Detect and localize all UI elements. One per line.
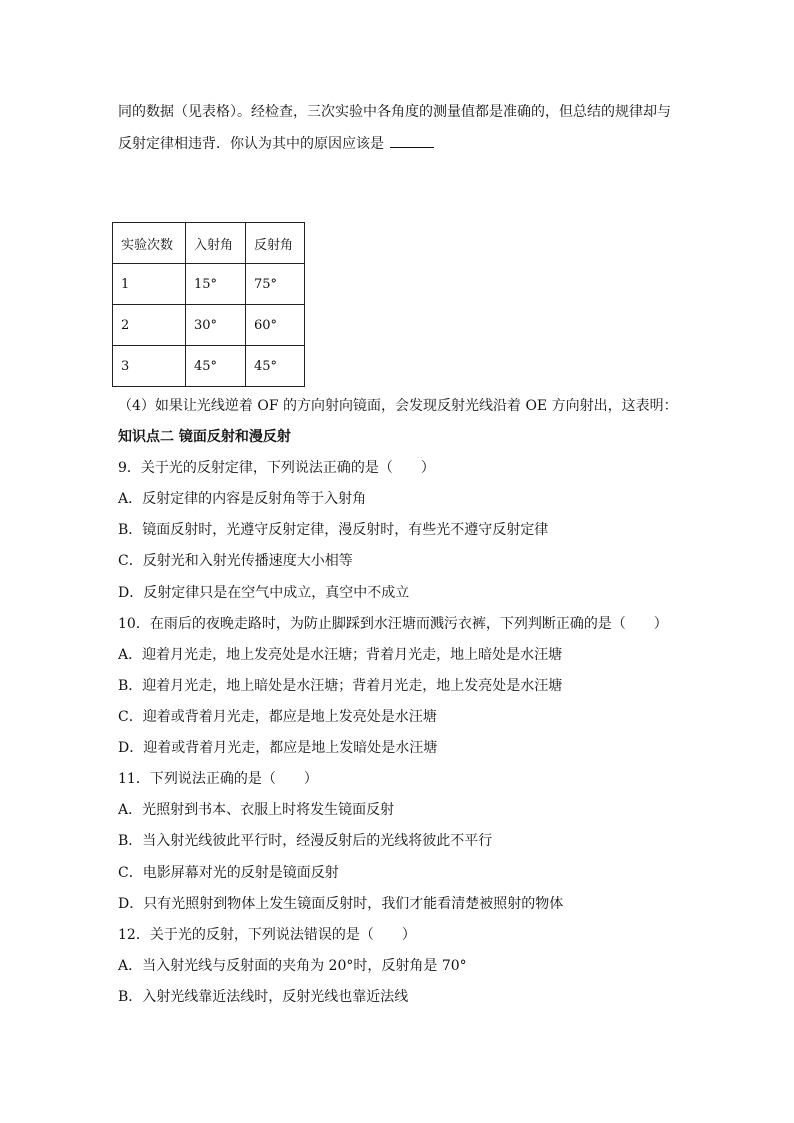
table-cell: 45° <box>246 346 305 387</box>
question-11-option-a: A．光照射到书本、衣服上时将发生镜面反射 <box>118 802 395 818</box>
table-cell: 3 <box>113 346 186 387</box>
intro-line-2 <box>118 133 434 154</box>
question-9-option-a: A．反射定律的内容是反射角等于入射角 <box>118 491 367 507</box>
table-cell: 30° <box>186 305 246 346</box>
question-11-option-c: C．电影屏幕对光的反射是镜面反射 <box>118 865 339 881</box>
question-10-option-b: B．迎着月光走，地上暗处是水汪塘；背着月光走，地上发亮处是水汪塘 <box>118 678 563 694</box>
item-4-text: （4）如果让光线逆着 OF 的方向射向镜面，会发现反射光线沿着 OE 方向射出，这表明： <box>118 398 678 414</box>
table-header-cell: 反射角 <box>246 223 305 264</box>
table-cell: 45° <box>186 346 246 387</box>
question-9-stem: 9．关于光的反射定律，下列说法正确的是（ ） <box>118 460 435 476</box>
question-10-stem: 10．在雨后的夜晚走路时，为防止脚踩到水汪塘而溅污衣裤，下列判断正确的是（ ） <box>118 616 668 632</box>
question-10-option-c: C．迎着或背着月光走，都应是地上发亮处是水汪塘 <box>118 709 437 725</box>
experiment-table <box>112 222 305 387</box>
table-row <box>113 346 305 387</box>
table-cell: 15° <box>186 264 246 305</box>
question-12-option-a: A．当入射光线与反射面的夹角为 20°时，反射角是 70° <box>118 958 467 974</box>
table-cell: 2 <box>113 305 186 346</box>
question-11-option-b: B．当入射光线彼此平行时，经漫反射后的光线将彼此不平行 <box>118 833 493 849</box>
question-10-option-a: A．迎着月光走，地上发亮处是水汪塘；背着月光走，地上暗处是水汪塘 <box>118 647 563 663</box>
question-9-option-b: B．镜面反射时，光遵守反射定律，漫反射时，有些光不遵守反射定律 <box>118 522 549 538</box>
table-row <box>113 264 305 305</box>
question-11-stem: 11．下列说法正确的是（ ） <box>118 771 318 787</box>
table-cell: 1 <box>113 264 186 305</box>
table-row <box>113 305 305 346</box>
section-heading: 知识点二 镜面反射和漫反射 <box>118 429 291 445</box>
answer-blank <box>390 133 434 148</box>
table-cell: 60° <box>246 305 305 346</box>
table-header-cell: 实验次数 <box>113 223 186 264</box>
question-12-option-b: B．入射光线靠近法线时，反射光线也靠近法线 <box>118 989 409 1005</box>
question-10-option-d: D．迎着或背着月光走，都应是地上发暗处是水汪塘 <box>118 740 438 756</box>
question-12-stem: 12．关于光的反射，下列说法错误的是（ ） <box>118 927 416 943</box>
intro-line-2-text: 反射定律相违背．你认为其中的原因应该是 <box>118 136 384 152</box>
table-header-cell: 入射角 <box>186 223 246 264</box>
table-cell: 75° <box>246 264 305 305</box>
question-9-option-c: C．反射光和入射光传播速度大小相等 <box>118 553 353 569</box>
question-11-option-d: D．只有光照射到物体上发生镜面反射时，我们才能看清楚被照射的物体 <box>118 896 564 912</box>
table-header-row <box>113 223 305 264</box>
question-9-option-d: D．反射定律只是在空气中成立，真空中不成立 <box>118 585 410 601</box>
intro-line-1: 同的数据（见表格）。经检查，三次实验中各角度的测量值都是准确的，但总结的规律却与 <box>118 104 671 120</box>
